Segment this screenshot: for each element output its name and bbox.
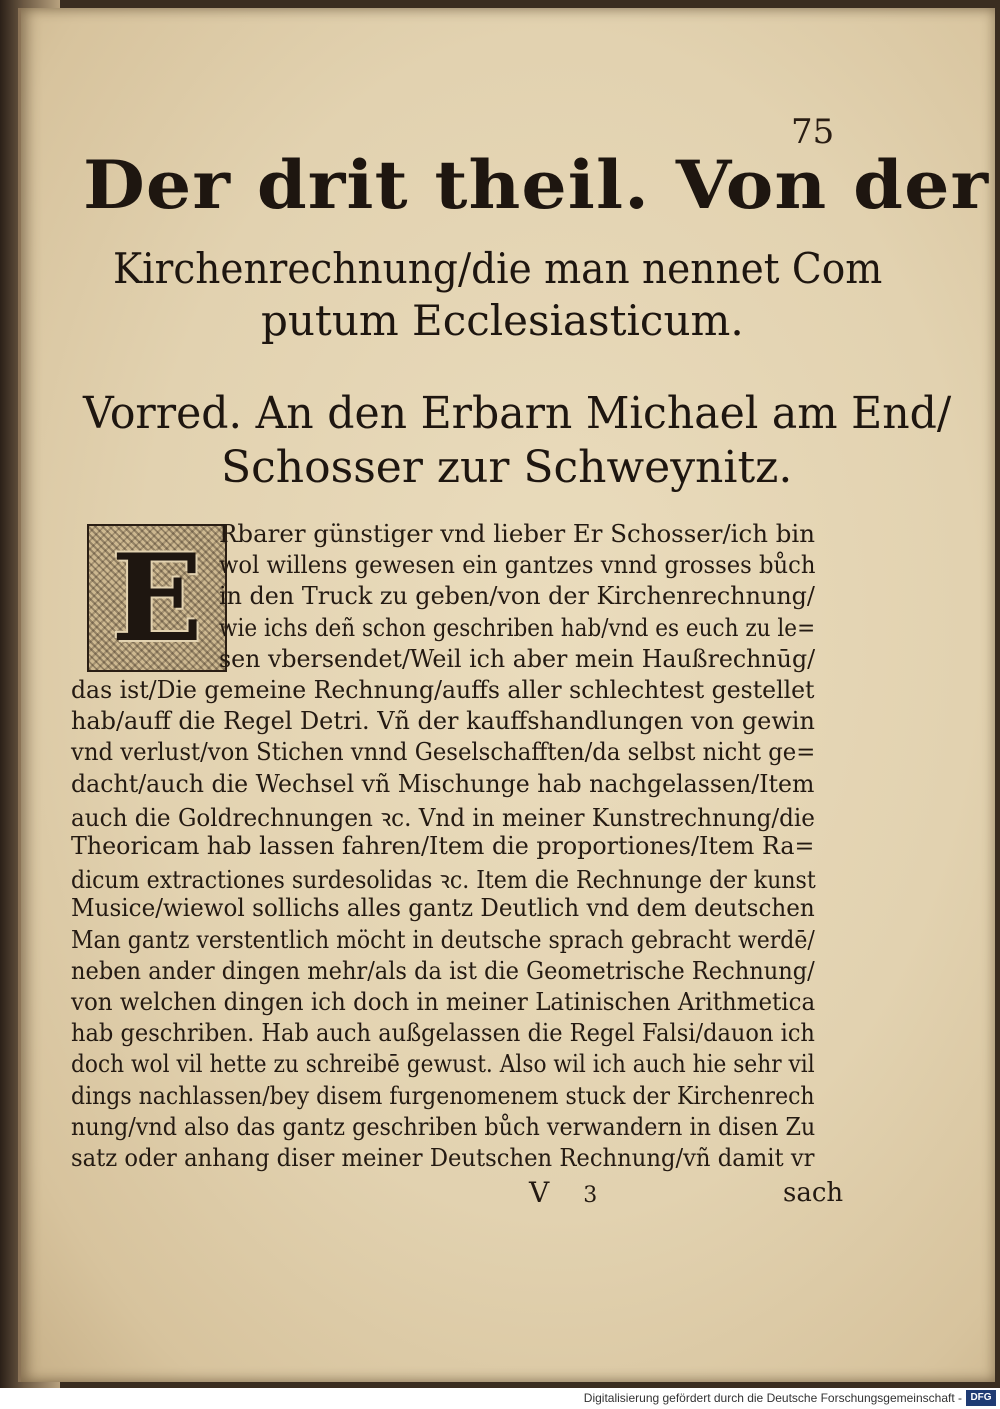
- body-line: hab geschriben. Hab auch außgelassen die Regel Falsi/dauon ich: [71, 1019, 815, 1047]
- dfg-logo: DFG: [966, 1390, 996, 1406]
- body-line: auch die Goldrechnungen ꝛc. Vnd in meiner Kunstrechnung/die: [71, 804, 815, 832]
- body-line: Man gantz verstentlich möcht in deutsche sprach gebracht werdē/: [71, 926, 815, 954]
- body-line: sen vbersendet/Weil ich aber mein Haußrechnūg/: [219, 645, 816, 673]
- body-line: dacht/auch die Wechsel vñ Mischunge hab nachgelassen/Item: [71, 770, 815, 798]
- page-number: 75: [791, 112, 835, 152]
- body-line: vnd verlust/von Stichen vnnd Geselschafften/da selbst nicht ge=: [71, 738, 816, 766]
- body-line: Theoricam hab lassen fahren/Item die proportiones/Item Ra=: [71, 832, 815, 860]
- book-page: [18, 8, 995, 1382]
- body-line: wol willens gewesen ein gantzes vnnd grosses bůch: [219, 551, 816, 579]
- body-line: satz oder anhang diser meiner Deutschen Rechnung/vñ damit vr: [71, 1144, 815, 1172]
- heading-line-2: Kirchenrechnung/die man nennet Com: [113, 244, 883, 293]
- heading-line-3: putum Ecclesiasticum.: [261, 296, 744, 345]
- body-line: in den Truck zu geben/von der Kirchenrechnung/: [219, 582, 815, 610]
- body-line: von welchen dingen ich doch in meiner Latinischen Arithmetica: [71, 988, 816, 1016]
- signature-letter: V: [529, 1176, 550, 1209]
- signature-number: 3: [583, 1183, 598, 1208]
- body-line: dicum extractiones surdesolidas ꝛc. Item die Rechnunge der kunst: [71, 866, 816, 894]
- initial-letter: E: [111, 527, 203, 669]
- body-line: Musice/wiewol sollichs alles gantz Deutlich vnd dem deutschen: [71, 894, 815, 922]
- body-line: neben ander dingen mehr/als da ist die Geometrische Rechnung/: [71, 957, 815, 985]
- decorated-initial: [87, 524, 227, 672]
- subheading-line-1: Vorred. An den Erbarn Michael am End/: [83, 388, 952, 439]
- credit-text: Digitalisierung gefördert durch die Deutsche Forschungsgemeinschaft -: [583, 1391, 962, 1405]
- credit-bar: [0, 1388, 1000, 1409]
- body-line: nung/vnd also das gantz geschriben bůch verwandern in disen Zu: [71, 1113, 816, 1141]
- subheading-line-2: Schosser zur Schweynitz.: [221, 442, 793, 493]
- body-line: hab/auff die Regel Detri. Vñ der kauffshandlungen von gewin: [71, 707, 815, 735]
- catchword: sach: [783, 1178, 844, 1208]
- body-line: doch wol vil hette zu schreibē gewust. Also wil ich auch hie sehr vil: [71, 1050, 815, 1078]
- heading-line-1: Der drit theil. Von der: [83, 146, 990, 224]
- signature-mark: [529, 1176, 597, 1209]
- body-line: wie ichs deñ schon geschriben hab/vnd es euch zu le=: [219, 614, 816, 642]
- body-line: dings nachlassen/bey disem furgenomenem stuck der Kirchenrech: [71, 1082, 815, 1110]
- body-line: Rbarer günstiger vnd lieber Er Schosser/ich bin: [219, 520, 815, 548]
- body-line: das ist/Die gemeine Rechnung/auffs aller schlechtest gestellet: [71, 676, 815, 704]
